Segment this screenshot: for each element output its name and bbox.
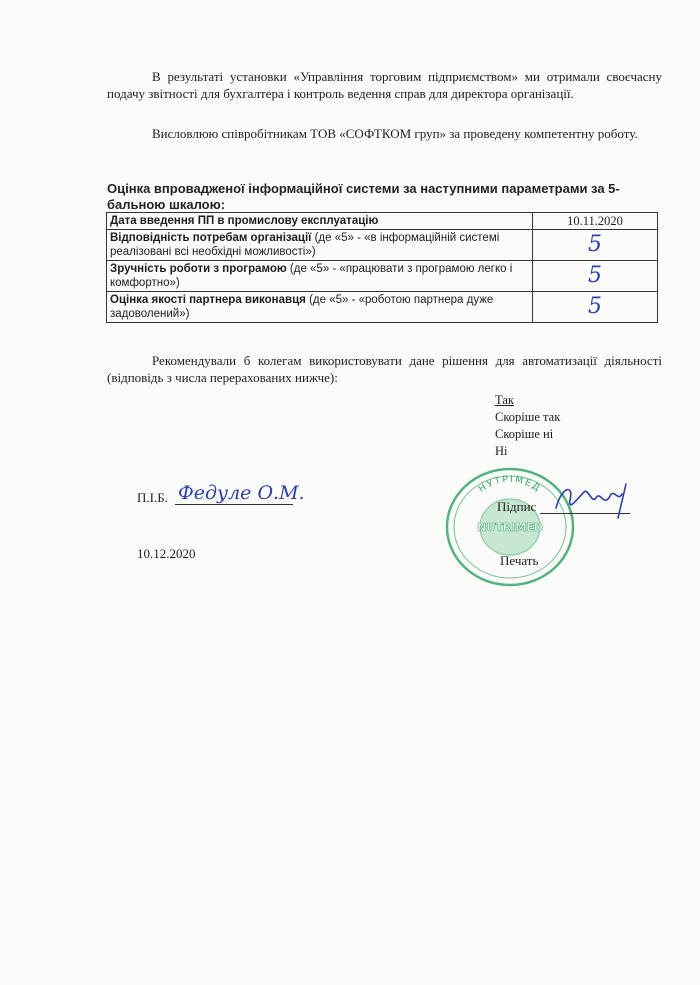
option-yes: Так — [495, 393, 514, 407]
row-label: Дата введення ПП в промислову експлуатацію — [107, 213, 533, 230]
handwritten-score: 5 — [588, 294, 602, 319]
row-value: 10.11.2020 — [533, 213, 658, 230]
svg-text:НУТРІМЕД — [477, 475, 543, 495]
row-value — [533, 230, 658, 261]
paragraph-recommendation: Рекомендували б колегам використовувати дане рішення для автоматизації діяльності (відповідь з числа перерахованих нижче): — [107, 353, 662, 385]
row-label: Відповідність потребам організації (де «5» - «в інформаційній системі реалізовані всі необхідні можливості») — [107, 230, 533, 261]
option-rather-no: Скоріше ні — [495, 427, 554, 441]
handwritten-score: 5 — [588, 263, 602, 288]
option-rather-yes: Скоріше так — [495, 410, 561, 424]
table-row — [107, 261, 658, 292]
table-row — [107, 230, 658, 261]
table-row — [107, 213, 658, 230]
paragraph-result: В результаті установки «Управління торговим підприємством» ми отримали своєчасну подачу звітності для бухгалтера і контроль ведення справ для директора організації. — [107, 69, 662, 101]
stamp-brand: NUTRIMED — [477, 521, 543, 534]
row-label: Оцінка якості партнера виконавця (де «5» - «роботою партнера дуже задоволений») — [107, 292, 533, 323]
paragraph-gratitude: Висловлюю співробітникам ТОВ «СОФТКОМ груп» за проведену компетентну роботу. — [152, 126, 638, 141]
evaluation-heading: Оцінка впровадженої інформаційної системи за наступними параметрами за 5-бальною шкалою: — [107, 181, 620, 212]
evaluation-table — [106, 212, 658, 323]
row-value — [533, 261, 658, 292]
document-date: 10.12.2020 — [137, 546, 196, 561]
pib-label: П.І.Б. — [137, 490, 168, 505]
row-label: Зручність роботи з програмою (де «5» - «працювати з програмою легко і комфортно») — [107, 261, 533, 292]
pib-handwriting: Федуле О.М. — [178, 482, 305, 504]
table-row — [107, 292, 658, 323]
stamp-label: Печать — [500, 553, 539, 568]
signature-label: Підпис — [497, 499, 537, 514]
stamp-arc-text: НУТРІМЕД — [477, 474, 543, 495]
option-no: Ні — [495, 444, 508, 458]
handwritten-score: 5 — [588, 232, 602, 257]
row-value — [533, 292, 658, 323]
pib-underline — [175, 504, 293, 505]
signature-scribble-icon — [548, 478, 638, 522]
